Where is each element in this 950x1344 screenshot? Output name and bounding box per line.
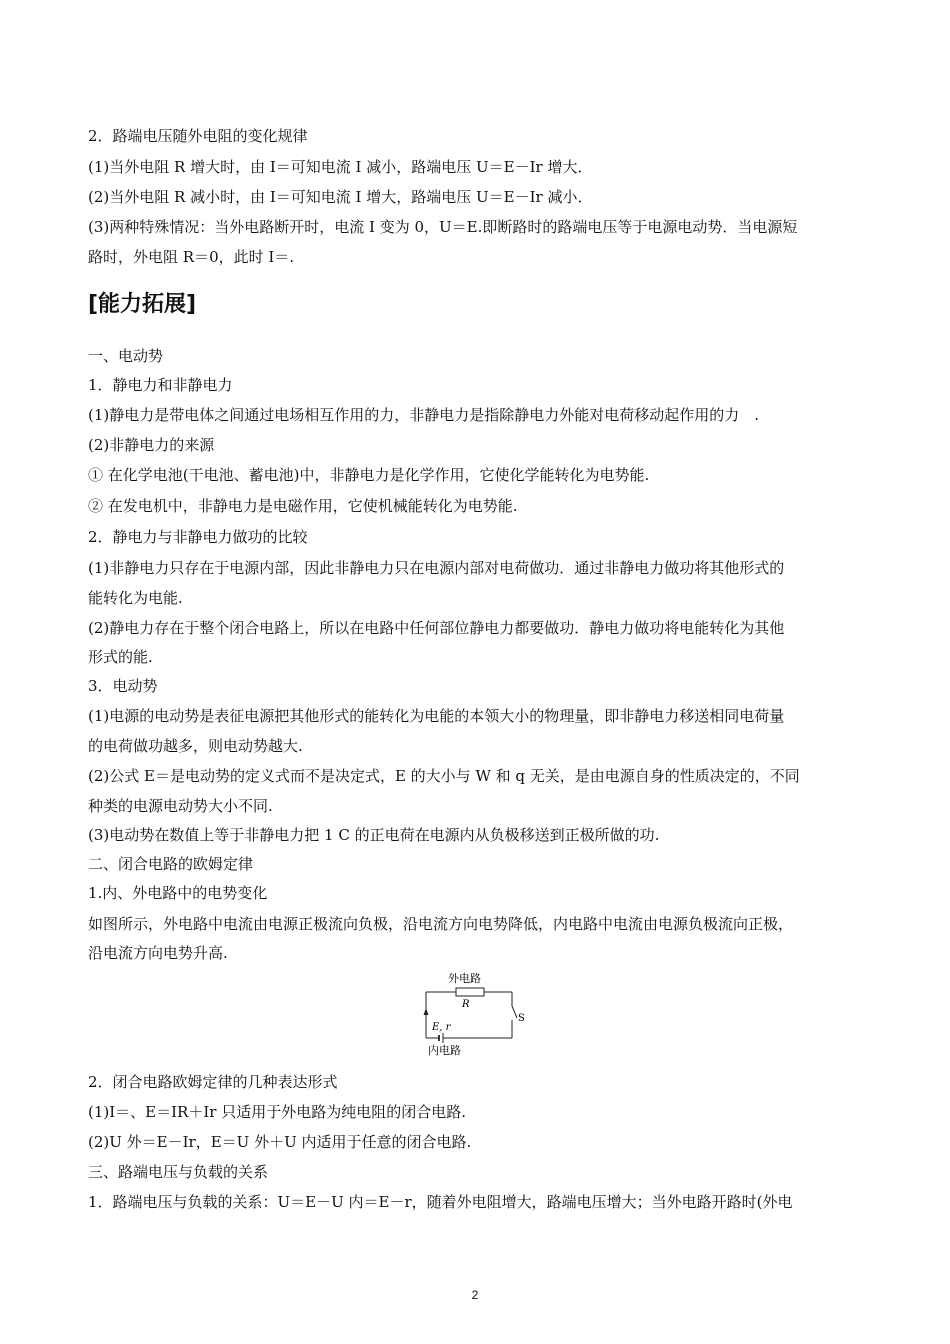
- switch: [512, 1006, 517, 1018]
- page-number: 2: [471, 1288, 479, 1302]
- text-line: 二、闭合电路的欧姆定律: [88, 855, 254, 873]
- text-line: 形式的能.: [88, 648, 153, 666]
- current-arrow-icon: [424, 1008, 429, 1015]
- text-line: (1)静电力是带电体之间通过电场相互作用的力，非静电力是指除静电力外能对电荷移动起作用的力 .: [88, 406, 760, 424]
- resistor: [456, 988, 484, 996]
- text-line: (3)电动势在数值上等于非静电力把 1 C 的正电荷在电源内从负极移送到正极所做的功.: [88, 826, 660, 844]
- text-line: 如图所示，外电路中电流由电源正极流向负极，沿电流方向电势降低，内电路中电流由电源负极流向正极，: [88, 915, 794, 933]
- source-label: E, r: [432, 1022, 451, 1033]
- text-line: (2)U 外＝E－Ir，E＝U 外＋U 内适用于任意的闭合电路.: [88, 1133, 472, 1151]
- text-line: ② 在发电机中，非静电力是电磁作用，它使机械能转化为电势能.: [88, 497, 518, 515]
- text-line: (2)当外电阻 R 减小时，由 I＝可知电流 I 增大，路端电压 U＝E－Ir 减小．: [88, 188, 593, 206]
- resistor-label: R: [462, 999, 470, 1010]
- text-line: (1)非静电力只存在于电源内部，因此非静电力只在电源内部对电荷做功．通过非静电力做功将其他形式的: [88, 559, 785, 577]
- text-line: (3)两种特殊情况：当外电路断开时，电流 I 变为 0，U＝E.即断路时的路端电压等于电源电动势．当电源短: [88, 218, 798, 236]
- text-line: 一、电动势: [88, 347, 164, 365]
- text-line: (2)非静电力的来源: [88, 436, 215, 454]
- text-line: 的电荷做功越多，则电动势越大.: [88, 737, 303, 755]
- text-line: (2)公式 E＝是电动势的定义式而不是决定式，E 的大小与 W 和 q 无关，是由电源自身的性质决定的，不同: [88, 767, 800, 785]
- text-line: 2．静电力与非静电力做功的比较: [88, 528, 308, 546]
- text-line: 2．路端电压随外电阻的变化规律: [88, 127, 308, 145]
- text-line: ① 在化学电池(干电池、蓄电池)中，非静电力是化学作用，它使化学能转化为电势能.: [88, 466, 650, 484]
- circuit-diagram: [418, 968, 530, 1058]
- text-line: 1．路端电压与负载的关系：U＝E－U 内＝E－r，随着外电阻增大，路端电压增大；当外电路开路时(外电: [88, 1193, 793, 1211]
- switch-label: S: [518, 1013, 525, 1024]
- text-line: 2．闭合电路欧姆定律的几种表达形式: [88, 1073, 338, 1091]
- text-line: (1)当外电阻 R 增大时，由 I＝可知电流 I 减小，路端电压 U＝E－Ir 增大．: [88, 158, 593, 176]
- section-heading: [能力拓展]: [88, 292, 197, 317]
- text-line: 3．电动势: [88, 677, 158, 695]
- text-line: 路时，外电阻 R＝0，此时 I＝.: [88, 248, 295, 266]
- text-line: 能转化为电能.: [88, 589, 183, 607]
- text-line: 1.内、外电路中的电势变化: [88, 884, 268, 902]
- text-line: (1)电源的电动势是表征电源把其他形式的能转化为电能的本领大小的物理量，即非静电力移送相同电荷量: [88, 707, 785, 725]
- text-line: (2)静电力存在于整个闭合电路上，所以在电路中任何部位静电力都要做功．静电力做功将电能转化为其他: [88, 619, 785, 637]
- inner-circuit-label: 内电路: [428, 1044, 461, 1057]
- text-line: (1)I＝、E＝IR＋Ir 只适用于外电路为纯电阻的闭合电路.: [88, 1103, 466, 1121]
- text-line: 三、路端电压与负载的关系: [88, 1163, 269, 1181]
- text-line: 种类的电源电动势大小不同.: [88, 797, 273, 815]
- text-line: 1．静电力和非静电力: [88, 376, 233, 394]
- outer-circuit-label: 外电路: [448, 972, 481, 985]
- text-line: 沿电流方向电势升高.: [88, 944, 228, 962]
